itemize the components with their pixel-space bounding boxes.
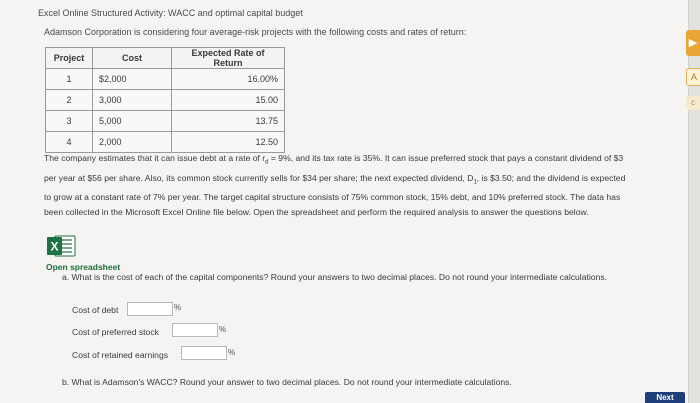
cost-of-preferred-stock-input[interactable] [172,323,218,337]
percent-unit: % [219,325,227,334]
question-a: a. What is the cost of each of the capital components? Round your answers to two decimal places. Do not round your intermediate calculations. [62,272,608,282]
project-cell: 2 [46,90,93,111]
side-a-button[interactable]: A [686,68,700,86]
table-row [46,69,285,90]
paragraph-line: been collected in the Microsoft Excel Online file below. Open the spreadsheet and perform the required analysis to answer the questions below. [44,207,589,218]
paragraph-line: to grow at a constant rate of 7% per year. The target capital structure consists of 75% common stock, 15% debt, and 10% preferred stock. The data has [44,192,621,203]
intro-text: Adamson Corporation is considering four average-risk projects with the following costs and rates of return: [44,27,467,37]
activity-title: Excel Online Structured Activity: WACC and optimal capital budget [38,8,303,18]
project-cell: 4 [46,132,93,153]
column-header-cost: Cost [93,48,172,69]
subscript-d: d [265,159,269,166]
side-tab-icon[interactable]: ▶ [686,30,700,56]
paragraph-line [44,171,664,191]
project-cell: 3 [46,111,93,132]
paragraph-text: The company estimates that it can issue debt at a rate of r [44,153,266,163]
cost-cell: 5,000 [93,111,172,132]
table-header-row [46,48,285,69]
table-row [46,132,285,153]
paragraph-text: per year at $56 per share. Also, its common stock currently sells for $34 per share; the next expected dividend, D [44,172,474,183]
percent-unit: % [174,303,182,312]
cost-cell: $2,000 [93,69,172,90]
open-spreadsheet-link[interactable]: Open spreadsheet [46,262,121,272]
project-cell: 1 [46,69,93,90]
column-header-rate: Expected Rate of Return [172,48,285,69]
cost-of-retained-earnings-input[interactable] [181,346,227,360]
cost-of-preferred-stock-label: Cost of preferred stock [72,327,159,337]
side-panel [688,0,700,403]
rate-cell: 16.00% [172,69,285,90]
paragraph-text: = 9%, and its tax rate is 35%. It can issue preferred stock that pays a constant dividend of $3 [268,153,624,163]
excel-icon[interactable] [46,234,76,258]
cost-of-debt-label: Cost of debt [72,305,119,315]
cost-cell: 3,000 [93,90,172,111]
table-row [46,111,285,132]
percent-unit: % [228,348,236,357]
cost-of-debt-input[interactable] [127,302,173,316]
paragraph-line [44,151,664,171]
paragraph-text: , is $3.50; and the dividend is expected [476,172,626,183]
rate-cell: 15.00 [172,90,285,111]
subscript-1: 1 [473,179,477,186]
excel-icon-letter: X [50,239,59,254]
side-c-button[interactable]: c [686,96,700,110]
rate-cell: 13.75 [172,111,285,132]
next-button[interactable]: Next [645,392,685,403]
cost-of-retained-earnings-label: Cost of retained earnings [72,350,169,360]
problem-paragraph [44,151,664,220]
projects-table [45,47,285,153]
column-header-project: Project [46,48,93,69]
rate-cell: 12.50 [172,132,285,153]
cost-cell: 2,000 [93,132,172,153]
question-b: b. What is Adamson's WACC? Round your answer to two decimal places. Do not round your intermediate calculations. [62,377,512,387]
table-row [46,90,285,111]
